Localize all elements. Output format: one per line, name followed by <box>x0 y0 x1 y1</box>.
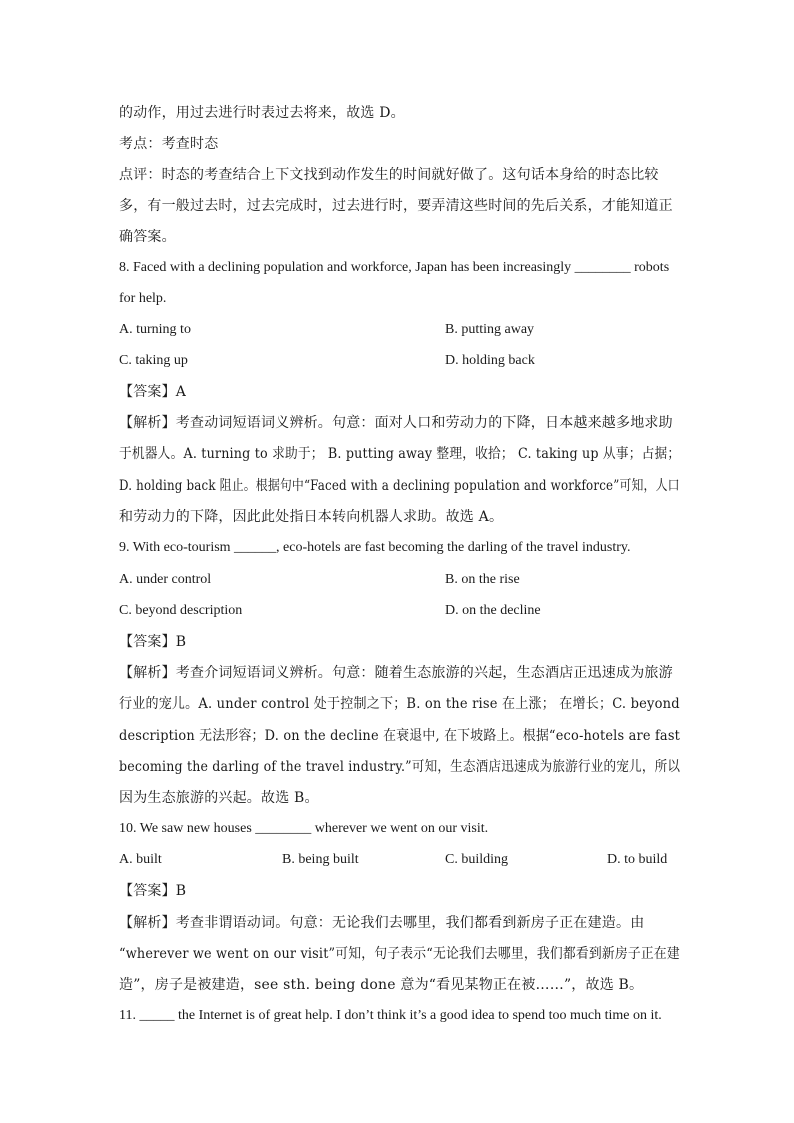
q9-analysis: description 无法形容；D. on the decline 在衰退中, 在下坡路上。根据“eco-hotels are fast <box>119 728 681 744</box>
q8-analysis: D. holding back 阻止。根据句中“Faced with a declining population and workforce”可知，人口 <box>119 478 680 494</box>
q9-answer: 【答案】B <box>119 634 187 650</box>
question-8-stem-cont: for help. <box>119 291 167 306</box>
question-9-stem: 9. With eco-tourism ______, eco-hotels are fast becoming the darling of the travel industry. <box>119 540 631 555</box>
question-8-stem: 8. Faced with a declining population and workforce, Japan has been increasingly ________ robots <box>119 260 670 275</box>
q9-analysis: 因为生态旅游的兴起。故选 B。 <box>119 790 319 806</box>
q8-option-c: C. taking up <box>119 353 188 368</box>
q10-option-d: D. to build <box>607 852 668 867</box>
question-11-stem: 11. _____ the Internet is of great help. I don’t think it’s a good idea to spend too much time on it. <box>119 1008 662 1023</box>
q8-analysis: 【解析】考查动词短语词义辨析。句意：面对人口和劳动力的下降，日本越来越多地求助 <box>119 415 673 431</box>
q10-option-a: A. built <box>119 852 162 867</box>
q9-option-d: D. on the decline <box>445 603 541 618</box>
q10-analysis: “wherever we went on our visit”可知，句子表示“无论我们去哪里，我们都看到新房子正在建 <box>119 946 680 962</box>
text-line: 考点：考查时态 <box>119 136 219 152</box>
text-line: 多，有一般过去时，过去完成时，过去进行时，要弄清这些时间的先后关系，才能知道正 <box>119 198 673 214</box>
question-10-stem: 10. We saw new houses ________ wherever we went on our visit. <box>119 821 489 836</box>
q8-option-d: D. holding back <box>445 353 535 368</box>
q10-answer: 【答案】B <box>119 883 187 899</box>
q9-analysis: 行业的宠儿。A. under control 处于控制之下；B. on the rise 在上涨； 在增长；C. beyond <box>119 696 680 712</box>
q9-option-a: A. under control <box>119 572 212 587</box>
q8-answer: 【答案】A <box>119 384 187 400</box>
text-line: 的动作，用过去进行时表过去将来，故选 D。 <box>119 105 405 121</box>
text-line: 点评：时态的考查结合上下文找到动作发生的时间就好做了。这句话本身给的时态比较 <box>119 167 659 183</box>
q8-analysis: 和劳动力的下降，因此此处指日本转向机器人求助。故选 A。 <box>119 509 504 525</box>
text-line: 确答案。 <box>119 229 176 245</box>
q8-option-b: B. putting away <box>445 322 535 337</box>
q8-analysis: 于机器人。A. turning to 求助于； B. putting away 整理，收拾； C. taking up 从事；占据； <box>119 446 681 462</box>
q10-analysis: 造”，房子是被建造，see sth. being done 意为“看见某物正在被……”，故选 B。 <box>119 977 644 993</box>
q9-option-c: C. beyond description <box>119 603 243 618</box>
q9-analysis: becoming the darling of the travel industry.”可知，生态酒店迅速成为旅游行业的宠儿，所以 <box>119 759 681 775</box>
q9-option-b: B. on the rise <box>445 572 520 587</box>
q9-analysis: 【解析】考查介词短语词义辨析。句意：随着生态旅游的兴起，生态酒店正迅速成为旅游 <box>119 665 673 681</box>
q8-option-a: A. turning to <box>119 322 191 337</box>
q10-option-c: C. building <box>445 852 509 867</box>
q10-option-b: B. being built <box>282 852 359 867</box>
q10-analysis: 【解析】考查非谓语动词。句意：无论我们去哪里，我们都看到新房子正在建造。由 <box>119 915 645 931</box>
